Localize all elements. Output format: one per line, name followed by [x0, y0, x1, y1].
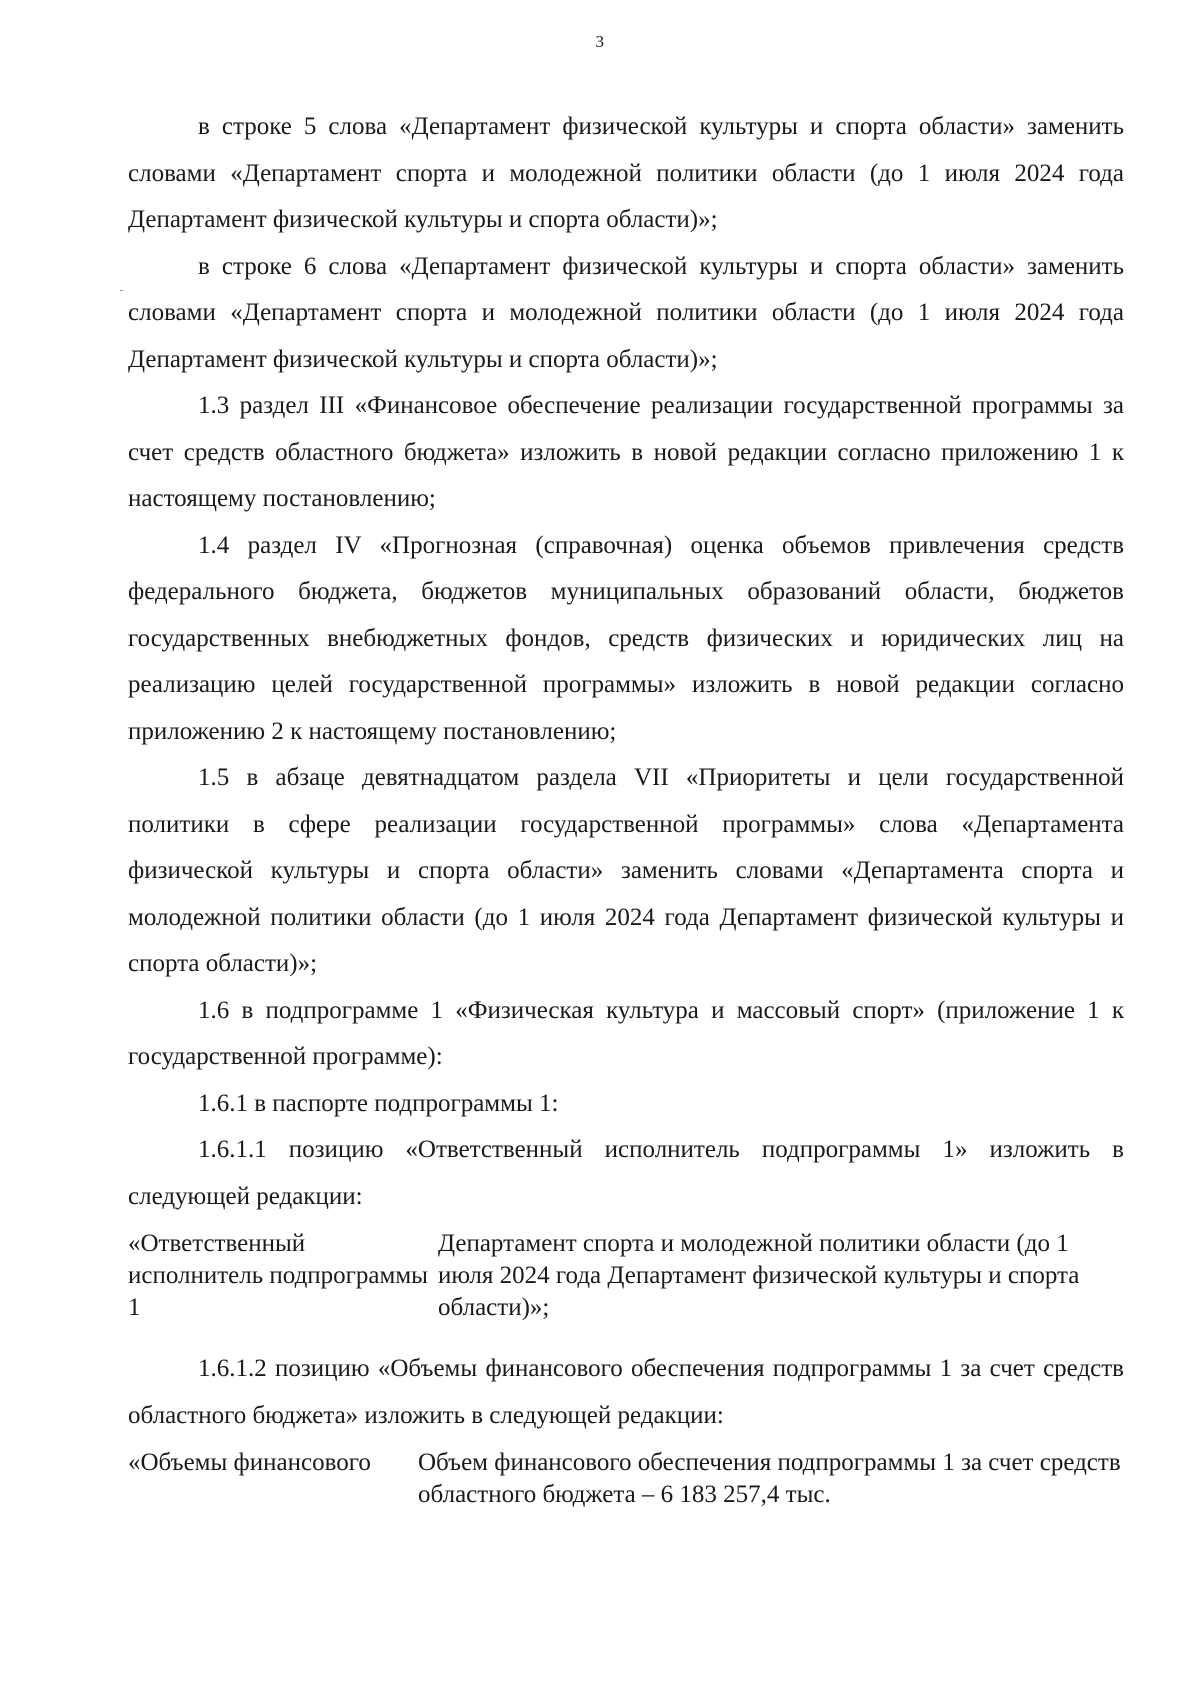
- document-body: [128, 104, 1124, 1533]
- paragraph-1-6-1-2: 1.6.1.2 позицию «Объемы финансового обеспечения подпрограммы 1 за счет средств областного бюджета» изложить в следующей редакции:: [128, 1355, 1124, 1429]
- table-label: «Объемы финансового: [128, 1449, 371, 1476]
- funding-volume-table: [128, 1447, 1124, 1511]
- paragraph-1-6-1-1: 1.6.1.1 позицию «Ответственный исполнитель подпрограммы 1» изложить в следующей редакции:: [128, 1136, 1124, 1210]
- table-label: «Ответственный исполнитель подпрограммы 1: [128, 1230, 428, 1321]
- paragraph-1-4: 1.4 раздел IV «Прогнозная (справочная) оценка объемов привлечения средств федерального бюджета, бюджетов муниципальных образований области, бюджетов государственных внебюджетных фондов, средств физических и юридических лиц на реализацию целей государственной программы» изложить в новой редакции согласно приложению 2 к настоящему постановлению;: [128, 531, 1124, 745]
- table-value: Объем финансового обеспечения подпрограммы 1 за счет средств областного бюджета – 6 183 257,4 тыс.: [418, 1449, 1121, 1508]
- paragraph-1-6: 1.6 в подпрограмме 1 «Физическая культура и массовый спорт» (приложение 1 к государственной программе):: [128, 996, 1124, 1070]
- paragraph-line-5: в строке 5 слова «Департамент физической культуры и спорта области» заменить словами «Департамент спорта и молодежной политики области (до 1 июля 2024 года Департамент физической культуры и спорта области)»;: [128, 113, 1124, 233]
- scan-artifact: [120, 290, 123, 291]
- paragraph-1-5: 1.5 в абзаце девятнадцатом раздела VII «Приоритеты и цели государственной политики в сфере реализации государственной программы» слова «Департамента физической культуры и спорта области» заменить словами «Департамента спорта и молодежной политики области (до 1 июля 2024 года Департамент физической культуры и спорта области)»;: [128, 764, 1124, 977]
- table-value: Департамент спорта и молодежной политики области (до 1 июля 2024 года Департамент физической культуры и спорта области)»;: [438, 1230, 1080, 1321]
- paragraph-1-6-1: 1.6.1 в паспорте подпрограммы 1:: [198, 1089, 559, 1117]
- responsible-executor-table: [128, 1228, 1124, 1324]
- paragraph-1-3: 1.3 раздел III «Финансовое обеспечение реализации государственной программы за счет средств областного бюджета» изложить в новой редакции согласно приложению 1 к настоящему постановлению;: [128, 392, 1124, 512]
- page-number: 3: [595, 32, 605, 51]
- paragraph-line-6: в строке 6 слова «Департамент физической культуры и спорта области» заменить словами «Департамент спорта и молодежной политики области (до 1 июля 2024 года Департамент физической культуры и спорта области)»;: [128, 252, 1124, 373]
